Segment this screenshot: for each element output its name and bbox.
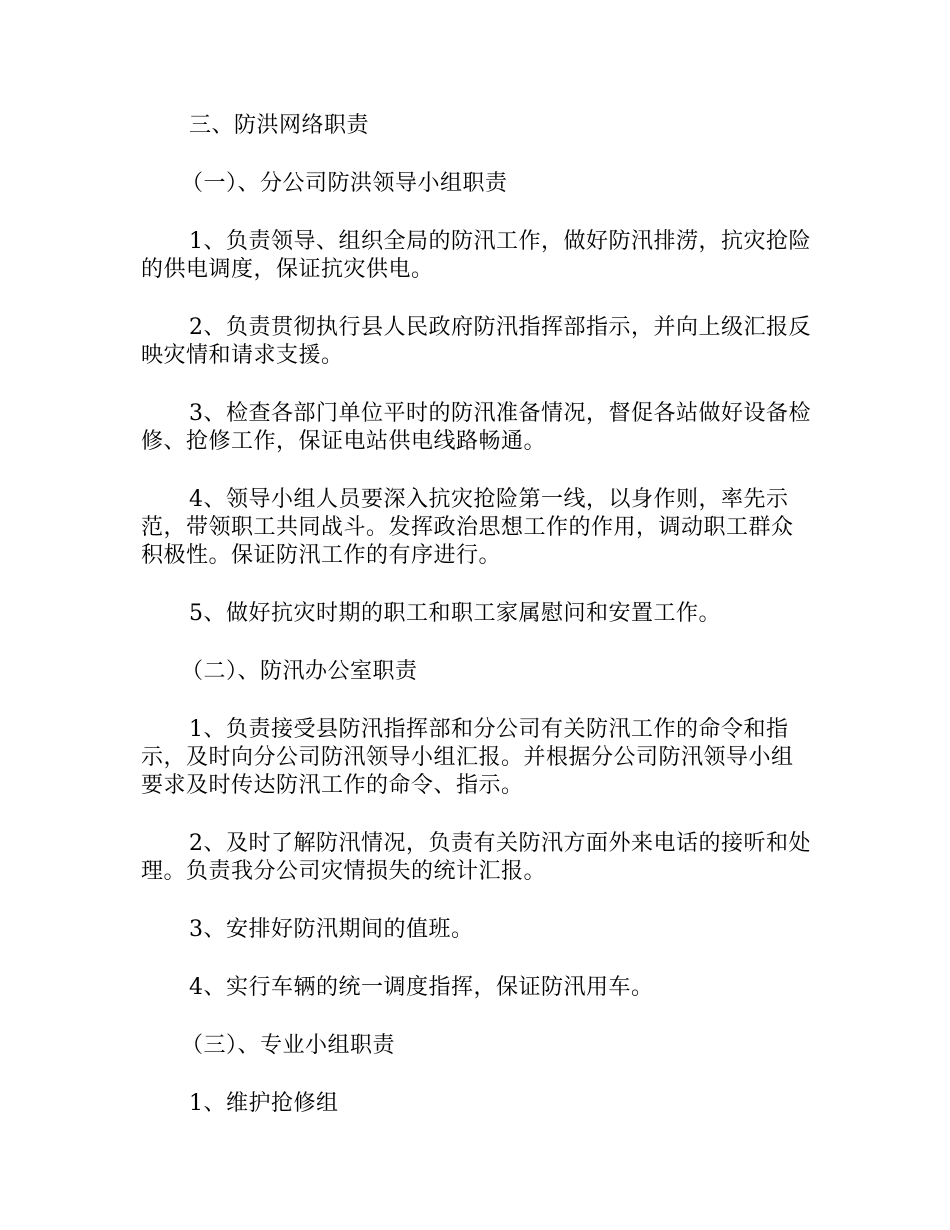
paragraph: 2、负责贯彻执行县人民政府防汛指挥部指示，并向上级汇报反映灾情和请求支援。: [141, 315, 811, 368]
document-body: [141, 112, 811, 1118]
subsection-heading: （一）、分公司防洪领导小组职责: [181, 171, 508, 196]
paragraph: 1、负责接受县防汛指挥部和分公司有关防汛工作的命令和指示，及时向分公司防汛领导小组汇报。并根据分公司防汛领导小组要求及时传达防汛工作的命令、指示。: [141, 717, 794, 798]
paragraph: 4、实行车辆的统一调度指挥，保证防汛用车。: [189, 975, 654, 1000]
paragraph: 3、安排好防汛期间的值班。: [189, 917, 474, 942]
section-heading: 三、防洪网络职责: [189, 113, 370, 138]
paragraph: 5、做好抗灾时期的职工和职工家属慰问和安置工作。: [189, 601, 721, 626]
paragraph: 4、领导小组人员要深入抗灾抢险第一线，以身作则，率先示范，带领职工共同战斗。发挥政治思想工作的作用，调动职工群众积极性。保证防汛工作的有序进行。: [141, 487, 794, 568]
paragraph: 1、负责领导、组织全局的防汛工作，做好防汛排涝，抗灾抢险的供电调度，保证抗灾供电。: [141, 229, 811, 282]
paragraph: 1、维护抢修组: [189, 1091, 339, 1116]
subsection-heading: （二）、防汛办公室职责: [181, 659, 418, 684]
paragraph: 2、及时了解防汛情况，负责有关防汛方面外来电话的接听和处理。负责我分公司灾情损失的统计汇报。: [141, 831, 811, 884]
subsection-heading: （三）、专业小组职责: [181, 1033, 396, 1058]
paragraph: 3、检查各部门单位平时的防汛准备情况，督促各站做好设备检修、抢修工作，保证电站供电线路畅通。: [141, 401, 811, 454]
